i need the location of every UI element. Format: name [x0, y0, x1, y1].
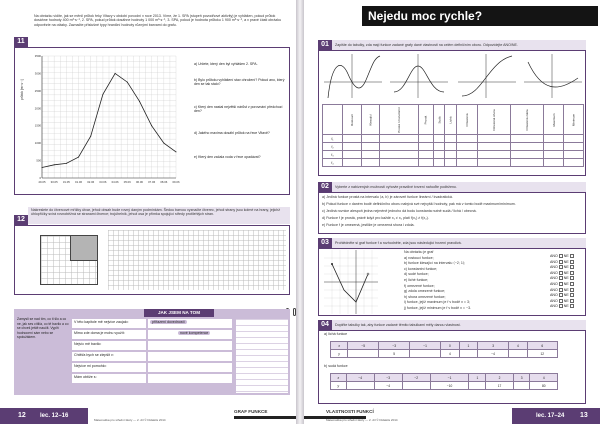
task-03-item: b) funkce klesající na intervalu ⟨−2; 1⟩; — [404, 261, 466, 266]
task-03-item: c) konstantní funkce; — [404, 266, 438, 271]
value-cell[interactable] — [513, 382, 530, 390]
x-tick-label: 09.06 — [172, 180, 180, 184]
book-gutter — [296, 0, 304, 424]
data-point — [78, 157, 79, 158]
cell[interactable] — [511, 143, 544, 151]
value-cell: 1 — [469, 374, 486, 382]
ano-ne-row — [550, 304, 584, 310]
ano-checkbox[interactable] — [559, 276, 563, 280]
y-tick-label: 1500 — [34, 123, 41, 128]
cell[interactable] — [478, 159, 511, 167]
jak-title — [144, 309, 214, 317]
graph-f2 — [388, 52, 450, 100]
left-footer — [0, 408, 300, 424]
ano-label: ANO — [550, 304, 558, 309]
ano-checkbox[interactable] — [559, 293, 563, 297]
jak-answer-5[interactable] — [148, 363, 232, 372]
ano-checkbox[interactable] — [559, 254, 563, 258]
table-header — [511, 105, 544, 135]
graph-f1 — [322, 52, 384, 100]
header-text: Sudá — [436, 116, 441, 124]
data-point — [90, 136, 91, 137]
value-cell: 4 — [530, 374, 558, 382]
task-03-number: 03 — [318, 238, 332, 248]
data-point — [163, 143, 164, 144]
task-04-text: Doplňte tabulky tak, aby funkce zadané těmito tabulkami měly danou vlastnost. — [332, 320, 586, 330]
value-cell: 17 — [486, 382, 513, 390]
header-text: Maximum — [551, 113, 556, 127]
value-cell: −10 — [430, 382, 469, 390]
self-assessment-side: Zamysli se nad tím, co ti šlo a co ne, jak ses cítil/a, co tě bavilo a co se chceš ještě naučit. Vyplň hodnocení sám nebo se spolužákem. — [17, 317, 69, 340]
cell[interactable] — [433, 135, 445, 143]
x-tick-label: 04.06 — [111, 180, 119, 184]
question-d: d) Jakého maxima dosáhl průtok na řece Vltavě? — [194, 131, 270, 135]
value-cell[interactable] — [509, 350, 528, 358]
task-12-number: 12 — [14, 215, 28, 225]
task-03-item: e) liché funkce; — [404, 278, 429, 282]
value-cell: 0 — [441, 342, 460, 350]
row-header-cell: x — [331, 342, 348, 350]
jak-title-text: JAK JSEM NA TOM — [157, 310, 201, 315]
task-03-item: i) funkce, jejíž maximum je f v bodě x = 3; — [404, 300, 471, 305]
x-tick-label: 02.06 — [87, 180, 95, 184]
ne-label: NE — [563, 254, 569, 258]
cell[interactable] — [511, 159, 544, 167]
header-text: Omezená zdola — [524, 108, 529, 131]
task-02-item-a: a) Jediná funkce prostá na intervalu ⟨a, b⟩ je zároveň funkce lineární / kvadratická. — [322, 195, 453, 199]
right-footer-center: VLASTNOSTI FUNKCÍ — [326, 409, 374, 414]
cell[interactable] — [445, 159, 457, 167]
intro-text: Na obrázku vidíte, jak se měnil průtok řeky Vltavy v období povodní v roce 2013. Víme, že 1. SPA (stupeň povodňové aktivity) je vyhlášen, pokud průtok dosáhne hodnoty 400 m³·s⁻¹, 2. SPA, pokud průtok dosáhne hodnoty 1 000 m³·s⁻¹, 3. SPA, pokud je hodnota průtoku 1 900 m³·s⁻¹, a v pravé části obrázku odpovězte na otázky. Zaznačte příslušné typy hraniční hodnoty různými barvami do grafu. — [34, 14, 282, 27]
header-text: Minimum — [571, 113, 576, 126]
cell[interactable] — [564, 151, 584, 159]
jak-answer-6[interactable] — [148, 374, 232, 383]
ano-label: ANO — [550, 265, 558, 270]
task-04-b-label: b) sudá funkce — [324, 364, 348, 368]
left-page-number: 12 — [18, 412, 26, 419]
value-cell[interactable] — [469, 382, 486, 390]
header-text: Omezená shora — [492, 108, 497, 131]
x-tick-label: 06.06 — [135, 180, 143, 184]
x-tick-label: 08.06 — [160, 180, 168, 184]
task-03-item: g) zdola omezené funkce; — [404, 289, 446, 294]
x-tick-label: 03.06 — [99, 180, 107, 184]
table-header — [419, 105, 433, 135]
ano-label: ANO — [550, 281, 558, 286]
header-text: Klesající — [368, 113, 373, 126]
table-header — [380, 105, 419, 135]
y-tick-label: 3500 — [34, 54, 41, 58]
cell[interactable] — [457, 143, 478, 151]
value-cell[interactable] — [346, 382, 374, 390]
cell[interactable] — [543, 135, 564, 143]
ne-label: NE — [563, 270, 569, 275]
cell[interactable] — [419, 143, 433, 151]
data-point — [151, 125, 152, 126]
ne-checkbox[interactable] — [570, 299, 574, 303]
x-tick-label: 30.05 — [50, 180, 58, 184]
value-cell: −4 — [374, 382, 402, 390]
cell[interactable] — [564, 135, 584, 143]
even-function-table — [330, 373, 558, 390]
ne-checkbox[interactable] — [570, 293, 574, 297]
ne-label: NE — [563, 287, 569, 292]
properties-table — [322, 104, 584, 167]
self-assessment — [14, 309, 290, 395]
task-04-number: 04 — [318, 320, 332, 330]
cell[interactable] — [543, 151, 564, 159]
cell[interactable] — [478, 143, 511, 151]
value-cell[interactable] — [348, 350, 379, 358]
cell[interactable] — [343, 135, 362, 143]
header-text: Prostá / monotónní — [397, 106, 402, 133]
table-header — [445, 105, 457, 135]
value-cell[interactable] — [402, 382, 430, 390]
row-header-cell: y — [331, 382, 347, 390]
ne-label: NE — [563, 293, 569, 298]
cell[interactable] — [457, 151, 478, 159]
data-point — [176, 151, 177, 152]
x-row — [331, 342, 558, 350]
value-cell: 4 — [509, 342, 528, 350]
task-11-number: 11 — [14, 37, 28, 47]
cell[interactable] — [380, 159, 419, 167]
right-footer — [300, 408, 600, 424]
data-point — [66, 163, 67, 164]
cell[interactable] — [445, 135, 457, 143]
value-cell: 5 — [379, 350, 410, 358]
task-02-number: 02 — [318, 182, 332, 192]
data-point — [127, 82, 128, 83]
table-header — [457, 105, 478, 135]
row-label: f₃ — [323, 151, 343, 159]
ano-ne-column — [550, 254, 584, 310]
task-02-item-d: d) Funkce f je prostá, právě když pro každé x₁ ≠ x₂ platí f(x₁) ≠ f(x₂). — [322, 216, 429, 220]
cell[interactable] — [419, 159, 433, 167]
ne-checkbox[interactable] — [570, 271, 574, 275]
table-header — [343, 105, 362, 135]
row-label: f₄ — [323, 159, 343, 167]
header-text: Omezená — [465, 113, 470, 127]
x-tick-label: 07.06 — [148, 180, 156, 184]
ano-label: ANO — [550, 276, 558, 281]
cell[interactable] — [419, 151, 433, 159]
jak-answer-1[interactable] — [148, 319, 232, 328]
cell[interactable] — [543, 159, 564, 167]
ano-label: ANO — [550, 270, 558, 275]
value-cell: 3 — [513, 374, 530, 382]
left-footer-line — [234, 416, 300, 419]
page-title: Nejedu moc rychle? — [368, 9, 483, 23]
ano-checkbox[interactable] — [559, 265, 563, 269]
ano-label: ANO — [550, 293, 558, 298]
pill-1: přiřazení dovedností — [152, 320, 185, 324]
cell[interactable] — [564, 143, 584, 151]
right-page-number: 13 — [580, 412, 588, 419]
task-03-text: Prohlédněte si graf funkce f a rozhodněte, zda jsou následující tvrzení pravdivá. — [332, 238, 586, 248]
right-page — [300, 0, 600, 424]
jak-row-1: V této kapitole mě nejvíce zaujalo: — [72, 319, 146, 328]
ano-label: ANO — [550, 298, 558, 303]
value-cell[interactable] — [410, 350, 441, 358]
cell[interactable] — [361, 143, 379, 151]
table-header — [478, 105, 511, 135]
task-03-item: j) funkce, jejíž minimum je f v bodě x = −3. — [404, 306, 472, 310]
x-tick-label: 01.06 — [75, 180, 83, 184]
table-header — [361, 105, 379, 135]
graph-f3 — [456, 52, 518, 100]
chart-ylabel: průtok [m³·s⁻¹] — [20, 79, 24, 100]
y-tick-label: 2500 — [34, 88, 41, 93]
y-tick-label: 2000 — [34, 106, 41, 111]
value-cell: −5 — [348, 342, 379, 350]
value-cell: 80 — [530, 382, 558, 390]
ano-checkbox[interactable] — [559, 299, 563, 303]
cell[interactable] — [457, 159, 478, 167]
right-footer-small: Matematika pro střední školy — 2. díl © Didaktis 2014 — [326, 418, 398, 422]
cell[interactable] — [433, 159, 445, 167]
cell[interactable] — [564, 159, 584, 167]
task-01-number: 01 — [318, 40, 332, 50]
task-12-text: Nakreslete do čtvercové mřížky útvar, jehož obsah bude rovný daným podmínkám. Šedou barvou vyznačte čtverec, jehož strany jsou kolmé na hrany, jejichž úhlopříčky svírá rovnoběžná se stranami čtverce; trojúhelník, jehož osa je přímka spojující středy protilehlých stran. — [28, 207, 290, 224]
ne-label: NE — [563, 298, 569, 303]
x-tick-label: 05.06 — [123, 180, 131, 184]
task-02-item-b: b) Pokud funkce v daném bodě definičního oboru nabývá své nejvyšší hodnoty, pak má v tomto bodě maximum/minimum. — [322, 202, 516, 206]
question-a: a) Určete, který den byl vyhlášen 2. SPA. — [194, 62, 258, 66]
ano-checkbox[interactable] — [559, 288, 563, 292]
cell[interactable] — [511, 151, 544, 159]
data-point — [139, 101, 140, 102]
value-cell: −1 — [410, 342, 441, 350]
value-cell: 6 — [527, 342, 557, 350]
question-b: b) Bylo průtoku vyhlášení stav ohrožení? Pokud ano, který den se tak stalo? — [194, 78, 285, 87]
value-cell: −3 — [374, 374, 402, 382]
table-header — [564, 105, 584, 135]
ne-label: NE — [563, 276, 569, 281]
value-cell: 3 — [478, 342, 509, 350]
ano-checkbox[interactable] — [559, 282, 563, 286]
data-point — [102, 94, 103, 95]
y-tick-label: 0 — [39, 176, 41, 180]
data-point — [42, 167, 43, 168]
cell[interactable] — [433, 151, 445, 159]
task-04-a-label: a) lichá funkce — [324, 332, 348, 336]
ne-checkbox[interactable] — [570, 254, 574, 258]
row-label: f₁ — [323, 135, 343, 143]
jak-answer-3[interactable] — [148, 341, 232, 350]
y-tick-label: 500 — [36, 158, 41, 163]
header-text: Rostoucí — [349, 113, 354, 126]
ne-label: NE — [563, 304, 569, 309]
value-cell: 4 — [441, 350, 460, 358]
cell[interactable] — [445, 143, 457, 151]
ano-label: ANO — [550, 254, 558, 258]
task-02-item-c: c) Jediná rovnice alespoň jedna nejméně jednoho dá bodu konstanta nutně sudá / lichá / obecná. — [322, 209, 477, 213]
value-cell: 1 — [459, 342, 478, 350]
question-c: c) Který den nastal největší nárůst v porovnání předchozí den? — [194, 105, 283, 114]
jak-answer-4[interactable] — [148, 352, 232, 361]
jak-row-3: Nejvíc mě bavilo: — [72, 341, 146, 350]
row-header-cell: x — [331, 374, 347, 382]
ne-checkbox[interactable] — [570, 265, 574, 269]
ano-label: ANO — [550, 287, 558, 292]
cell[interactable] — [380, 151, 419, 159]
task-02-item-e: e) Funkce f je omezená, jestliže je omezená shora i zdola. — [322, 223, 415, 227]
cell[interactable] — [343, 159, 362, 167]
grey-square — [70, 235, 98, 261]
value-cell: −4 — [346, 374, 374, 382]
question-list — [194, 62, 286, 171]
task-03-item: d) sudé funkce; — [404, 272, 429, 277]
table-header — [433, 105, 445, 135]
jak-row-6: Mám obtíže s: — [72, 374, 146, 383]
header-text: Prostá — [423, 115, 428, 124]
value-cell: −3 — [379, 342, 410, 350]
header-text: Lichá — [448, 115, 453, 124]
answer-grid[interactable] — [108, 230, 286, 290]
x-tick-label: 29.05 — [38, 180, 46, 184]
cell[interactable] — [543, 143, 564, 151]
ne-checkbox[interactable] — [570, 282, 574, 286]
ano-checkbox[interactable] — [559, 271, 563, 275]
ano-checkbox[interactable] — [559, 260, 563, 264]
cell[interactable] — [445, 151, 457, 159]
value-cell: −1 — [430, 374, 469, 382]
ne-checkbox[interactable] — [570, 276, 574, 280]
jak-answer-2[interactable] — [148, 330, 232, 339]
data-point — [115, 73, 116, 74]
ne-label: NE — [563, 259, 569, 264]
left-lecture-range: lec. 12–16 — [40, 413, 69, 419]
odd-function-table — [330, 341, 558, 358]
cell[interactable] — [343, 151, 362, 159]
value-cell: −2 — [402, 374, 430, 382]
value-cell: −4 — [478, 350, 509, 358]
notes-area[interactable] — [236, 319, 288, 393]
value-cell[interactable] — [459, 350, 478, 358]
table-corner — [323, 105, 343, 135]
data-point — [54, 164, 55, 165]
ano-checkbox[interactable] — [559, 304, 563, 308]
cell[interactable] — [478, 151, 511, 159]
pill-2: nové kompetence — [180, 331, 209, 335]
flow-chart — [30, 52, 180, 192]
task-02-text: Vyberte z nabízených možností vyhovte pravdivé tvrzení nahoďte podtrženo. — [332, 182, 586, 192]
row-header-cell: y — [331, 350, 348, 358]
task-03-item: f) omezené funkce; — [404, 283, 435, 288]
x-row — [331, 374, 558, 382]
left-footer-small: Matematika pro střední školy — 2. díl © Didaktis 2014 — [94, 418, 166, 422]
y-tick-label: 1000 — [34, 141, 41, 146]
ne-checkbox[interactable] — [570, 260, 574, 264]
cell[interactable] — [457, 135, 478, 143]
ne-checkbox[interactable] — [570, 304, 574, 308]
y-row — [331, 350, 558, 358]
x-tick-label: 31.05 — [62, 180, 70, 184]
value-cell: 2 — [486, 374, 513, 382]
graph-f4 — [522, 52, 584, 100]
cell[interactable] — [419, 135, 433, 143]
cell[interactable] — [361, 159, 379, 167]
cell[interactable] — [433, 143, 445, 151]
value-cell: 12 — [527, 350, 557, 358]
ne-label: NE — [563, 265, 569, 270]
row-label: f₂ — [323, 143, 343, 151]
ne-label: NE — [563, 281, 569, 286]
y-row — [331, 382, 558, 390]
jak-row-5: Nejvíce mi pomohlo: — [72, 363, 146, 372]
task-03-item: h) shora omezené funkce; — [404, 294, 446, 299]
right-lecture-range: lec. 17–24 — [536, 413, 565, 419]
question-e: e) Který den začala voda v řece opadávat? — [194, 155, 261, 159]
cell[interactable] — [361, 151, 379, 159]
graph-f — [324, 250, 378, 314]
ano-label: ANO — [550, 259, 558, 264]
task-03-item: Na obrázku je graf — [404, 250, 434, 254]
jak-row-2: Mimo zde doma je mohu využít: — [72, 330, 146, 339]
jak-row-4: Chtěl/a bych se zlepšit v: — [72, 352, 146, 361]
ne-checkbox[interactable] — [570, 288, 574, 292]
task-03-item: a) rostoucí funkce; — [404, 255, 434, 260]
task-01-text: Zapište do tabulky, zda mají funkce zadané grafy dané vlastnosti na celém definičním oboru. Odpovídejte ANO/NE. — [332, 40, 586, 50]
y-tick-label: 3000 — [34, 71, 41, 76]
cell[interactable] — [380, 143, 419, 151]
cell[interactable] — [343, 143, 362, 151]
left-footer-center: GRAF FUNKCE — [234, 409, 268, 414]
cell[interactable] — [361, 135, 379, 143]
table-header — [543, 105, 564, 135]
